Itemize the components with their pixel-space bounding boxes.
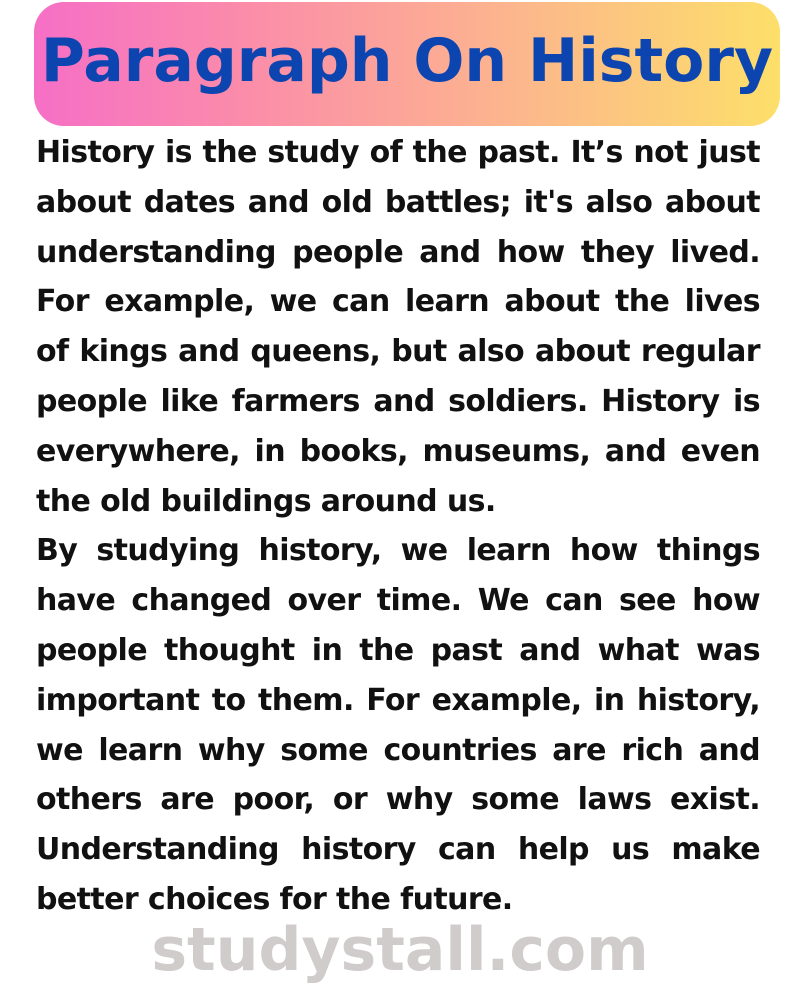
watermark: studystall.com xyxy=(151,915,649,985)
paragraph-1: History is the study of the past. It’s not just about dates and old battles; it's also about understanding people and how they lived. For example, we can learn about the lives of kings and queens, but also about regular people like farmers and soldiers. History is everywhere, in books, museums, and even the old buildings around us. xyxy=(36,135,760,519)
title-banner xyxy=(34,2,780,126)
page-title: Paragraph On History xyxy=(40,26,774,96)
paragraph-2: By studying history, we learn how things have changed over time. We can see how people thought in the past and what was important to them. For example, in history, we learn why some countries are rich and others are poor, or why some laws exist. Understanding history can help us make better choices for the future. xyxy=(36,533,760,917)
article-body xyxy=(36,128,760,925)
